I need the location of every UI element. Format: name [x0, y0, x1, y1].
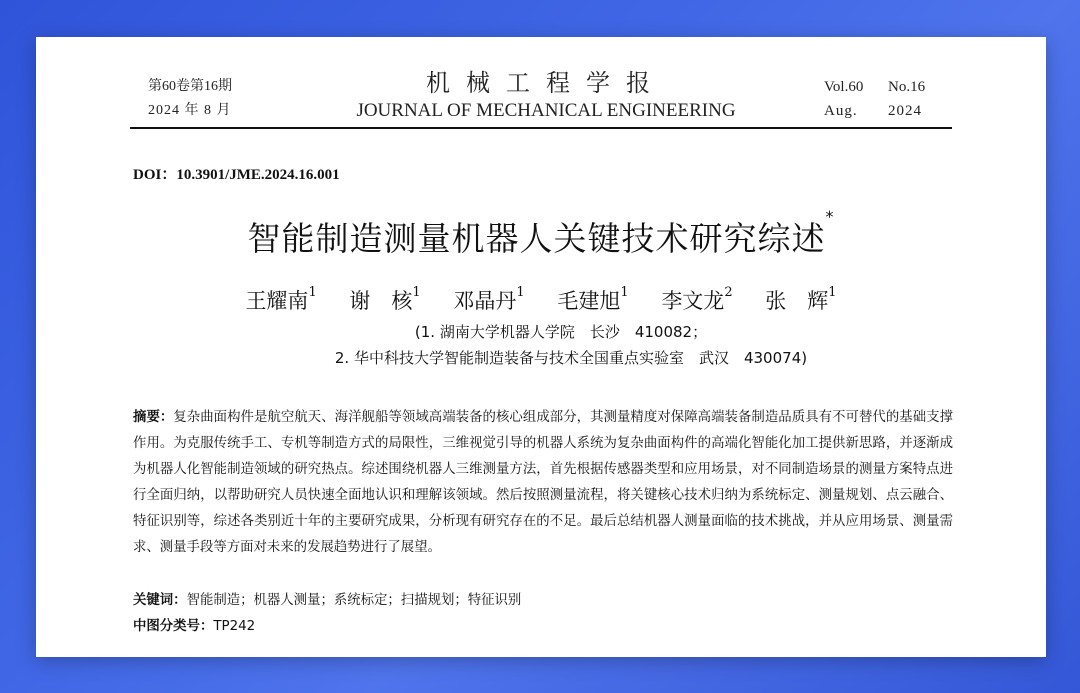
clc-text: TP242: [213, 619, 256, 634]
volume: Vol.60: [824, 79, 864, 95]
title-text: 智能制造测量机器人关键技术研究综述: [247, 219, 826, 258]
title-mark: *: [825, 207, 835, 226]
issue-cn: 第60卷第16期: [148, 79, 232, 94]
header-left: [148, 75, 232, 123]
affiliation-2: 2. 华中科技大学智能制造装备与技术全国重点实验室 武汉 430074): [334, 349, 808, 367]
abstract-label: 摘要：: [133, 410, 174, 425]
journal-title: [336, 67, 756, 123]
header-right: [824, 75, 925, 123]
paper-page: [36, 37, 1046, 657]
year: 2024: [888, 103, 922, 119]
affiliation-1: (1. 湖南大学机器人学院 长沙 410082；: [414, 323, 708, 341]
author: 张 辉$^1$: [765, 285, 837, 313]
keywords: [133, 589, 521, 608]
month: Aug.: [824, 103, 858, 119]
keywords-label: 关键词：: [133, 593, 187, 608]
author: 邓晶丹$^1$: [453, 285, 525, 313]
author: 谢 核$^1$: [349, 285, 421, 313]
clc-label: 中图分类号：: [133, 619, 214, 634]
date-cn: 2024 年 8 月: [148, 103, 232, 118]
header-rule: [130, 127, 952, 129]
author: 王耀南$^1$: [245, 285, 317, 313]
doi: DOI：10.3901/JME.2024.16.001: [133, 167, 340, 183]
abstract-text: 复杂曲面构件是航空航天、海洋舰船等领域高端装备的核心组成部分，其测量精度对保障高端装备制造品质具有不可替代的基础支撑作用。为克服传统手工、专机等制造方式的局限性，三维视觉引导的机器人系统为复杂曲面构件的高端化智能化加工提供新思路，并逐渐成为机器人化智能制造领域的研究热点。综述围绕机器人三维测量方法，首先根据传感器类型和应用场景，对不同制造场景的测量方案特点进行全面归纳，以帮助研究人员快速全面地认识和理解该领域。然后按照测量流程，将关键核心技术归纳为系统标定、测量规划、点云融合、特征识别等，综述各类别近十年的主要研究成果，分析现有研究存在的不足。最后总结机器人测量面临的技术挑战，并从应用场景、测量需求、测量手段等方面对未来的发展趋势进行了展望。: [133, 410, 954, 555]
author: 李文龙$^2$: [661, 285, 733, 313]
abstract: [133, 405, 953, 561]
classification: [133, 615, 255, 634]
paper-title: [36, 207, 1046, 260]
author: 毛建旭$^1$: [557, 285, 629, 313]
issue-number: No.16: [888, 79, 926, 95]
journal-name-cn: 机械工程学报: [426, 69, 666, 97]
authors: [36, 285, 1046, 315]
keywords-text: 智能制造；机器人测量；系统标定；扫描规划；特征识别: [186, 593, 522, 608]
journal-name-en: JOURNAL OF MECHANICAL ENGINEERING: [356, 100, 736, 121]
